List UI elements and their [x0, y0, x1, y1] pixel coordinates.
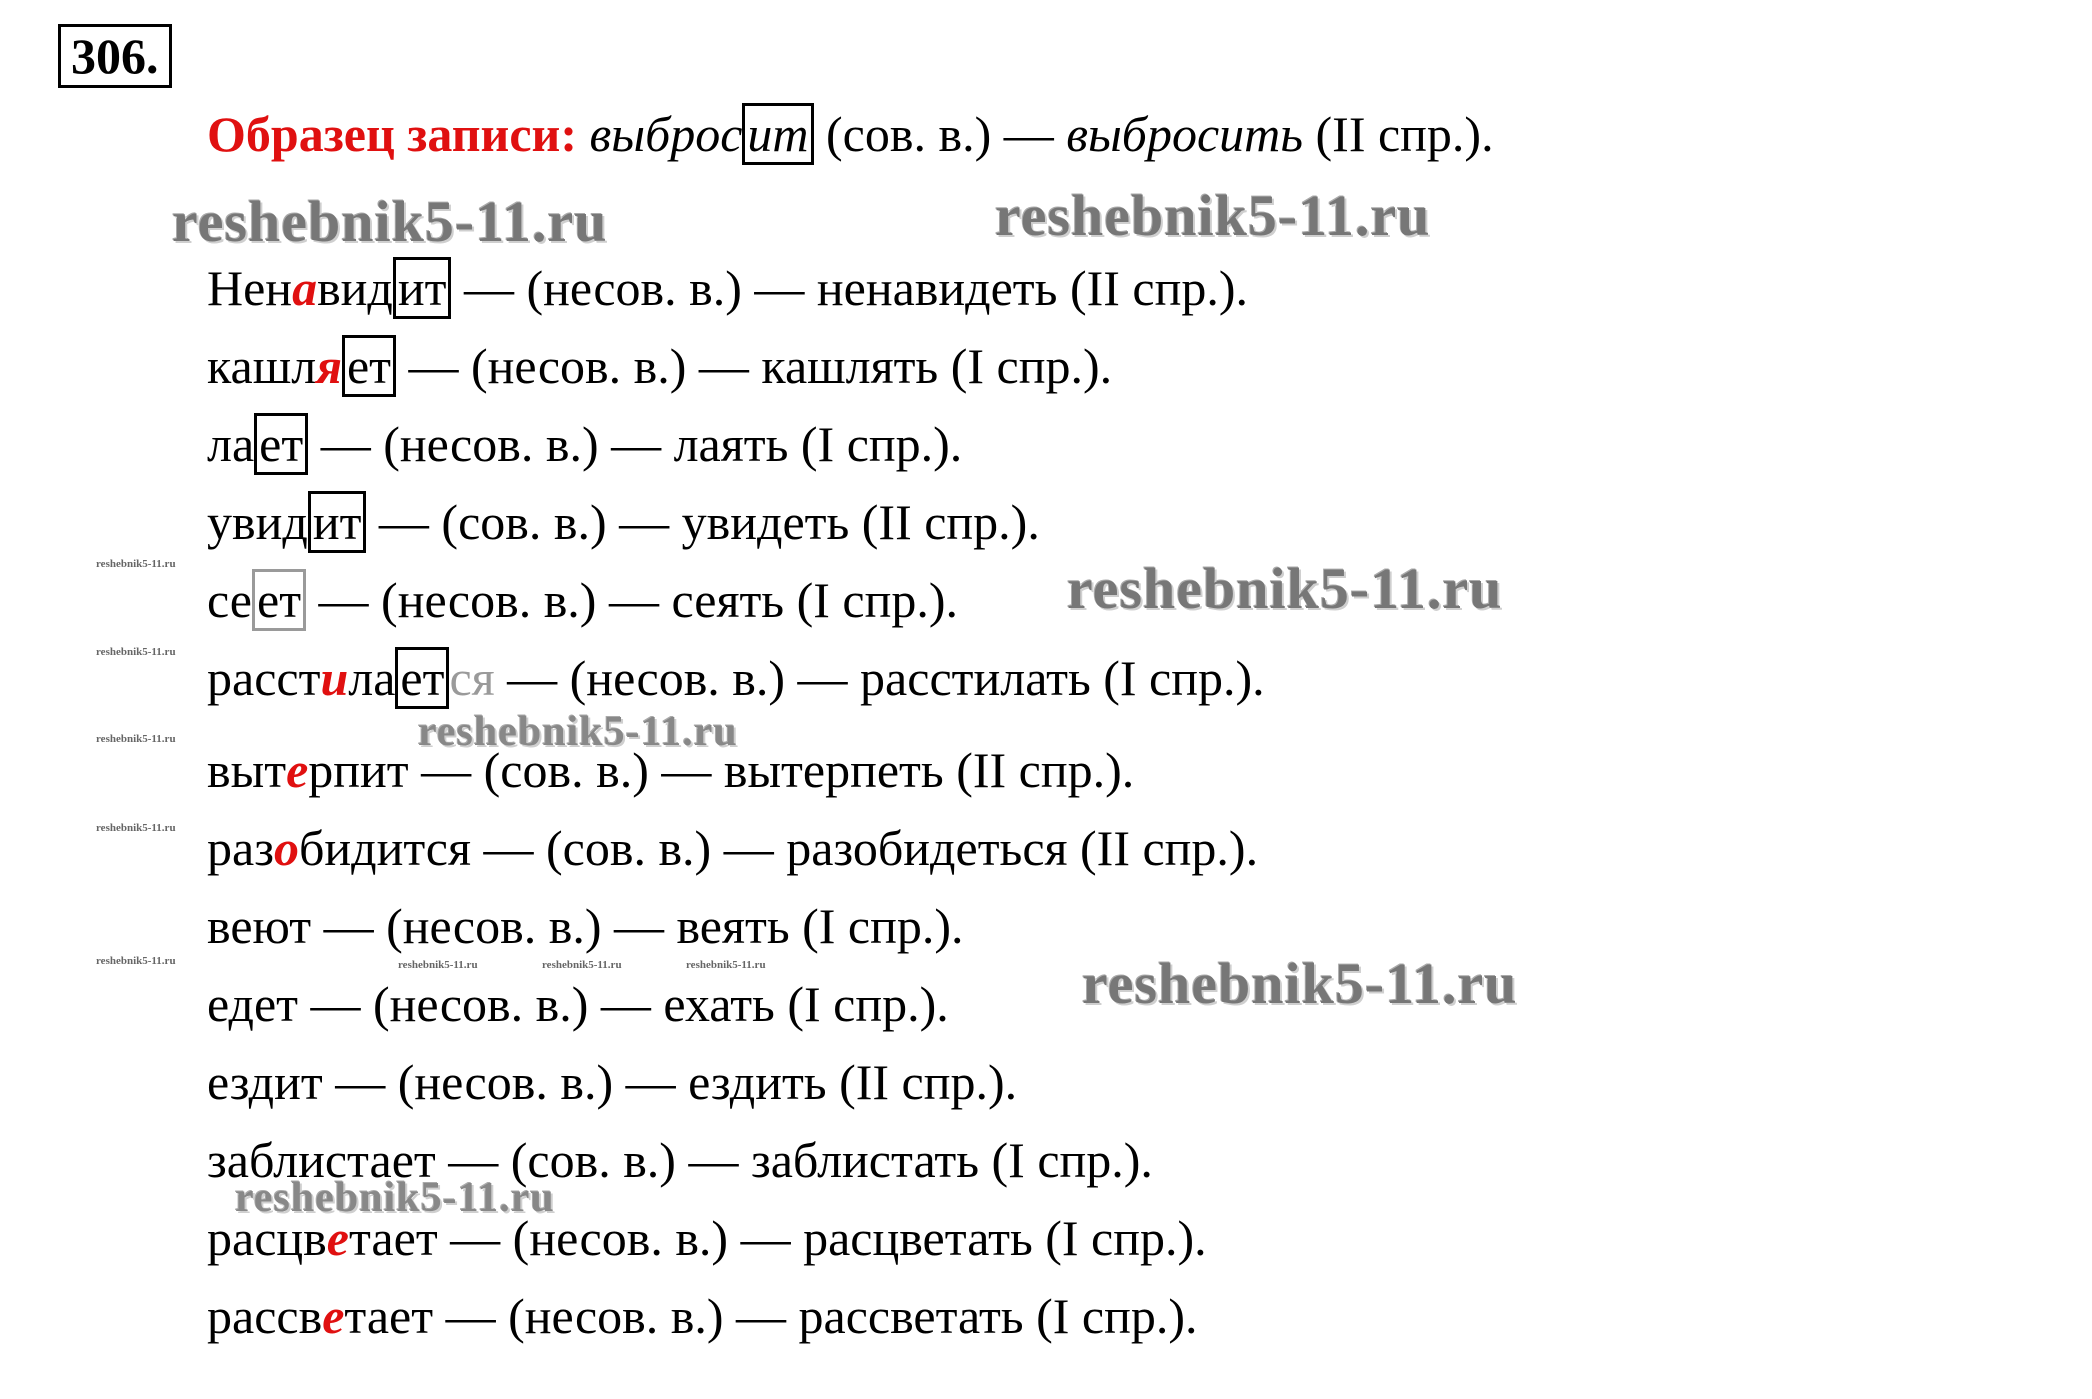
exercise-number: 306. — [58, 24, 172, 88]
sample-word-ending: ит — [742, 103, 813, 165]
watermark: reshebnik5-11.ru — [418, 709, 738, 755]
verb-ending-box: ет — [252, 569, 306, 631]
row-6: расстила ет ся — (несов. в.) — расстилать (I спр.). — [207, 648, 1265, 708]
row-13: расцветает — (несов. в.) — расцветать (I спр.). — [207, 1210, 1207, 1266]
unstressed-vowel: е — [322, 1288, 345, 1344]
watermark: reshebnik5-11.ru — [686, 959, 766, 971]
watermark: reshebnik5-11.ru — [96, 646, 176, 658]
unstressed-vowel: о — [273, 820, 299, 876]
sample-aspect: (сов. в.) — — [826, 106, 1054, 162]
watermark: reshebnik5-11.ru — [235, 1175, 555, 1221]
sample-line — [207, 104, 1494, 164]
watermark: reshebnik5-11.ru — [995, 183, 1431, 248]
row-4: увид ит — (сов. в.) — увидеть (II спр.). — [207, 492, 1040, 552]
row-12: заблистает — (сов. в.) — заблистать (I спр.). — [207, 1132, 1153, 1188]
watermark: reshebnik5-11.ru — [1067, 556, 1503, 621]
row-8: разобидится — (сов. в.) — разобидеться (II спр.). — [207, 820, 1259, 876]
verb-ending-box: ит — [393, 257, 452, 319]
sample-conjugation: (II спр.). — [1315, 106, 1494, 162]
verb-ending-box: ет — [254, 413, 308, 475]
watermark: reshebnik5-11.ru — [398, 959, 478, 971]
watermark: reshebnik5-11.ru — [172, 189, 608, 254]
watermark: reshebnik5-11.ru — [96, 558, 176, 570]
row-14: рассветает — (несов. в.) — рассветать (I спр.). — [207, 1288, 1198, 1344]
row-2: кашля ет — (несов. в.) — кашлять (I спр.). — [207, 336, 1112, 396]
unstressed-vowel: е — [286, 742, 309, 798]
row-1: Ненавид ит — (несов. в.) — ненавидеть (II спр.). — [207, 258, 1248, 318]
watermark: reshebnik5-11.ru — [96, 955, 176, 967]
row-10: едет — (несов. в.) — ехать (I спр.). — [207, 976, 949, 1032]
sample-label: Образец записи: — [207, 106, 577, 162]
row-7: вытерпит — (сов. в.) — вытерпеть (II спр.). — [207, 742, 1135, 798]
watermark: reshebnik5-11.ru — [96, 822, 176, 834]
verb-ending-box: ет — [342, 335, 396, 397]
verb-ending-box: ит — [308, 491, 367, 553]
sample-word-stem: выброс — [589, 106, 743, 162]
row-3: ла ет — (несов. в.) — лаять (I спр.). — [207, 414, 962, 474]
watermark: reshebnik5-11.ru — [542, 959, 622, 971]
row-9: веют — (несов. в.) — веять (I спр.). — [207, 898, 964, 954]
unstressed-vowel: я — [316, 338, 342, 394]
sample-infinitive: выбросить — [1066, 106, 1304, 162]
verb-ending-box: ет — [395, 647, 449, 709]
unstressed-vowel: и — [320, 650, 349, 706]
unstressed-vowel: а — [292, 260, 318, 316]
row-5: се ет — (несов. в.) — сеять (I спр.). — [207, 570, 958, 630]
row-11: ездит — (несов. в.) — ездить (II спр.). — [207, 1054, 1018, 1110]
watermark: reshebnik5-11.ru — [1082, 951, 1518, 1016]
watermark: reshebnik5-11.ru — [96, 733, 176, 745]
unstressed-vowel: е — [326, 1210, 349, 1266]
